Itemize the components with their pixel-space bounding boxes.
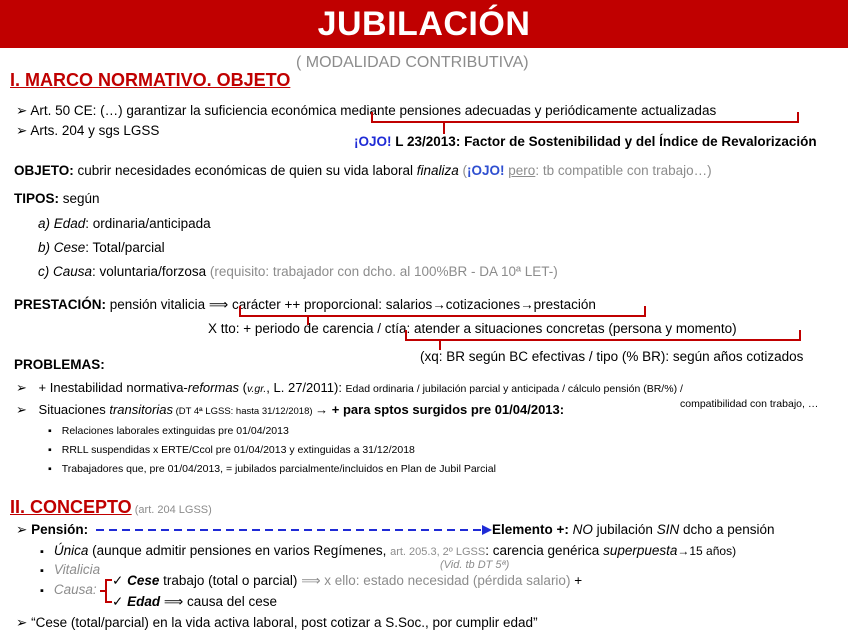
square-bullet: ▪ (48, 463, 52, 475)
edad-label: Edad (127, 594, 161, 609)
prestacion-caracter: carácter ++ proporcional: salarios→cotizaciones→prestación (231, 297, 596, 312)
tipo-key: Cese (53, 240, 86, 255)
cese-estado: ⟹ x ello: estado necesidad (pérdida salario) (301, 573, 571, 588)
bracket-caracter (240, 306, 645, 316)
unica-anos: →15 años) (677, 544, 737, 558)
bracket-pensiones (372, 112, 798, 122)
transitorias-italic: transitorias (109, 402, 173, 417)
bullet-marker: ➢ (16, 380, 27, 395)
tipo-value: : ordinaria/anticipada (85, 216, 211, 231)
brace-causa (106, 580, 112, 602)
concepto-ref: (art. 204 LGSS) (131, 504, 212, 516)
objeto-label: OBJETO: (14, 163, 74, 178)
tipo-key: Causa (53, 264, 93, 279)
edad-text: ⟹ causa del cese (160, 594, 278, 609)
pension-label: Pensión: (31, 522, 89, 537)
unica-text: (aunque admitir pensiones en varios Regímenes, (88, 543, 391, 558)
prestacion-text: pensión vitalicia ⟹ (106, 297, 232, 312)
elemento-a: Elemento +: (492, 522, 573, 537)
tipo-value: : voluntaria/forzosa (92, 264, 207, 279)
check-icon: ✓ (112, 594, 124, 609)
objeto-text: cubrir necesidades económicas de quien su vida laboral (73, 163, 417, 178)
transitorias-dt: (DT 4ª LGSS: hasta 31/12/2018) (172, 406, 316, 417)
problemas-label: PROBLEMAS: (14, 357, 105, 372)
tipo-letter: b) (38, 240, 54, 255)
ctia-text: ctía: atender a situaciones concretas (persona y momento) (384, 321, 737, 336)
problema-text: + Inestabilidad normativa- (38, 380, 188, 395)
check-icon: ✓ (112, 573, 124, 588)
xtto-text: X tto: + periodo de carencia / (208, 321, 385, 336)
subitem-text: Relaciones laborales extinguidas pre 01/04/2013 (61, 425, 289, 437)
bracket-ctia (406, 330, 800, 340)
subtitle: ( MODALIDAD CONTRIBUTIVA) (296, 54, 529, 71)
elemento-c: jubilación (592, 522, 657, 537)
bullet-text: Arts. 204 y sgs LGSS (30, 123, 160, 138)
tipo-letter: a) (38, 216, 54, 231)
elemento-e: dcho a pensión (679, 522, 775, 537)
objeto-pero: pero (508, 163, 536, 178)
bullet-marker: ➢ (16, 123, 28, 138)
bullet-text: Art. 50 CE: (…) garantizar la suficiencia económica (30, 103, 341, 118)
problema-vgr: v.gr. (247, 383, 267, 395)
tipos-intro: según (59, 191, 100, 206)
problema-paren: ( (239, 380, 248, 395)
cese-plus: + (570, 573, 583, 588)
bullet-text-highlight: mediante pensiones adecuadas y periódicamente actualizadas (340, 103, 717, 118)
objeto-paren: ( (458, 163, 467, 178)
prestacion-xq: (xq: BR según BC efectivas / tipo (% BR): según años cotizados (420, 349, 804, 364)
square-bullet: ▪ (48, 425, 52, 437)
unica-art: art. 205.3, 2º LGSS (390, 546, 486, 558)
square-bullet: ▪ (48, 444, 52, 456)
objeto-rest: : tb compatible con trabajo…) (535, 163, 712, 178)
square-bullet: ▪ (40, 585, 44, 597)
objeto-finaliza: finaliza (416, 163, 459, 178)
vid-note: (Vid. tb DT 5ª) (440, 559, 510, 571)
problema-ley: , L. 27/2011): (266, 380, 346, 395)
tipo-value: : Total/parcial (85, 240, 165, 255)
subitem-text: Trabajadores que, pre 01/04/2013, = jubilados parcialmente/incluidos en Plan de Jubil Parcial (61, 463, 496, 475)
bullet-marker: ➢ (16, 522, 28, 537)
tipos-label: TIPOS: (14, 191, 60, 206)
tipo-letter: c) (38, 264, 53, 279)
tipo-note: (requisito: trabajador con dcho. al 100%BR - DA 10ª LET-) (206, 264, 558, 279)
elemento-sin: SIN (656, 522, 680, 537)
cese-label: Cese (127, 573, 160, 588)
square-bullet: ▪ (40, 565, 44, 577)
final-quote-text: “Cese (total/parcial) en la vida activa laboral, post cotizar a S.Soc., por cumplir edad” (31, 615, 538, 630)
causa-label: Causa: (53, 582, 97, 597)
transitorias-text: Situaciones (38, 402, 110, 417)
dashed-arrow-head (482, 525, 492, 535)
objeto-ojo: ¡OJO! (467, 163, 505, 178)
prestacion-label: PRESTACIÓN: (14, 297, 107, 312)
unica-label: Única (53, 543, 89, 558)
bullet-marker: ➢ (16, 615, 28, 630)
vitalicia-label: Vitalicia (53, 562, 101, 577)
problema-compatibilidad: compatibilidad con trabajo, … (680, 398, 819, 410)
section-heading-marco: I. MARCO NORMATIVO. OBJETO (10, 70, 291, 90)
problema-reformas: reformas (187, 380, 240, 395)
section-heading-concepto: II. CONCEPTO (10, 497, 132, 517)
tipo-key: Edad (53, 216, 86, 231)
elemento-no: NO (572, 522, 593, 537)
ojo-label: ¡OJO! (354, 134, 392, 149)
page-title: JUBILACIÓN (317, 4, 531, 43)
transitorias-para: → + para sptos surgidos pre 01/04/2013: (315, 402, 565, 417)
square-bullet: ▪ (40, 546, 44, 558)
bullet-marker: ➢ (16, 402, 27, 417)
problema-detail: Edad ordinaria / jubilación parcial y anticipada / cálculo pensión (BR/%) / (345, 383, 683, 395)
subitem-text: RRLL suspendidas x ERTE/Ccol pre 01/04/2013 y extinguidas a 31/12/2018 (61, 444, 415, 456)
ojo-text: L 23/2013: Factor de Sostenibilidad y del Índice de Revalorización (391, 134, 817, 149)
cese-text: trabajo (total o parcial) (159, 573, 302, 588)
unica-carencia: : carencia genérica (485, 543, 604, 558)
unica-superpuesta: superpuesta (603, 543, 678, 558)
bullet-marker: ➢ (16, 103, 28, 118)
